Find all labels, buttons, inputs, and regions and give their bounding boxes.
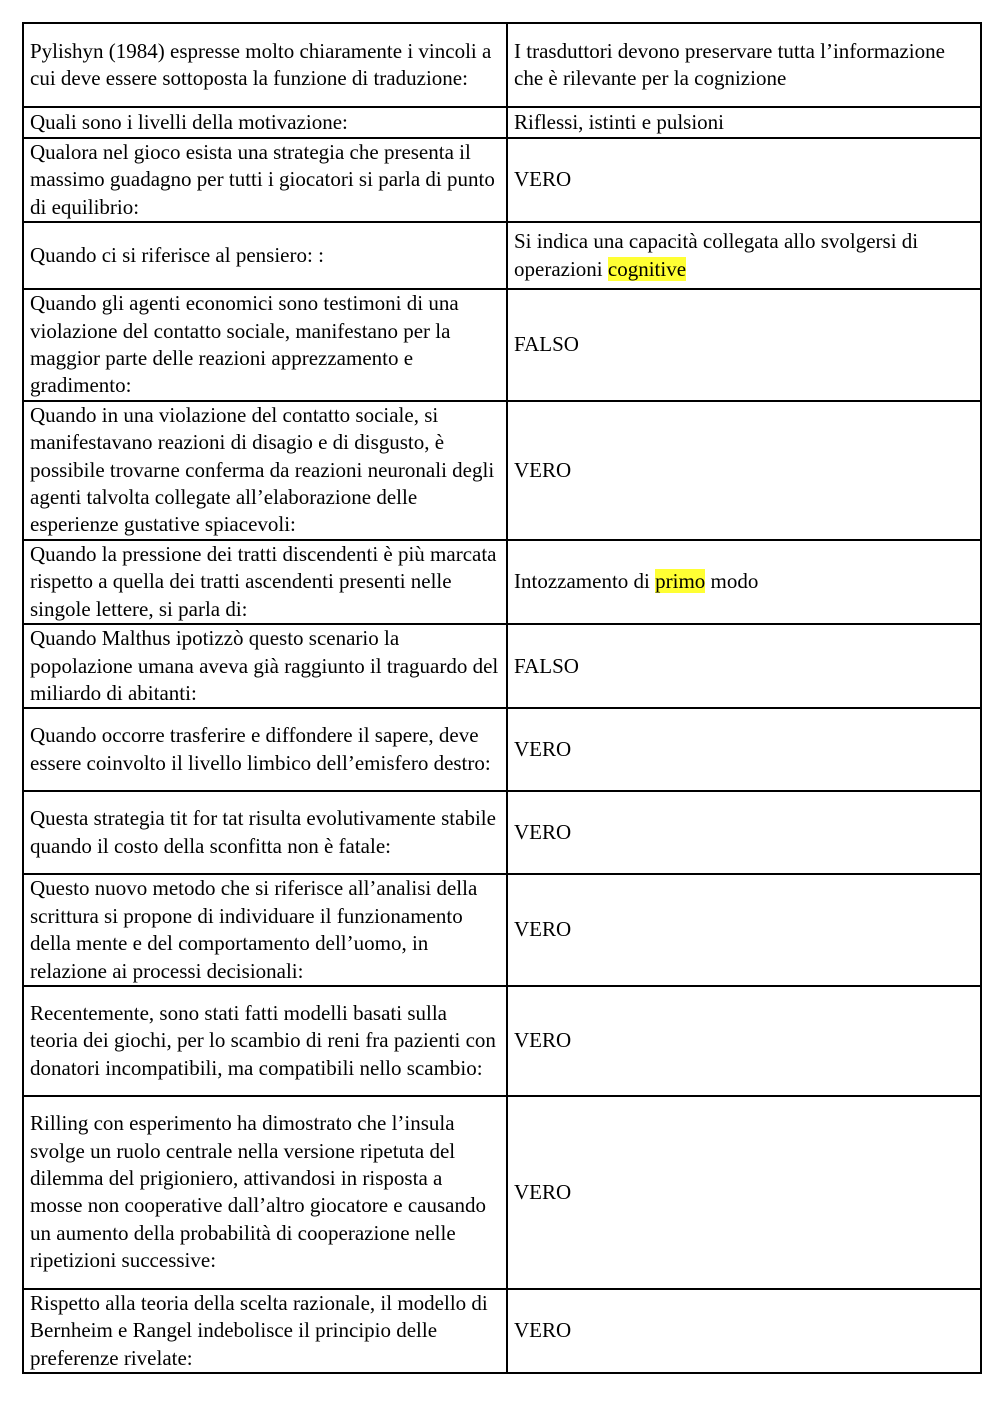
table-row bbox=[23, 107, 981, 138]
question-cell: Quando gli agenti economici sono testimoni di una violazione del contatto sociale, manifestano per la maggior parte delle reazioni apprezzamento e gradimento: bbox=[23, 289, 507, 401]
question-cell: Quali sono i livelli della motivazione: bbox=[23, 107, 507, 138]
table-row bbox=[23, 874, 981, 986]
table-row bbox=[23, 986, 981, 1096]
table-row bbox=[23, 23, 981, 107]
question-cell: Quando ci si riferisce al pensiero: : bbox=[23, 222, 507, 289]
answer-cell: I trasduttori devono preservare tutta l’informazione che è rilevante per la cognizione bbox=[507, 23, 981, 107]
table-row bbox=[23, 791, 981, 874]
question-cell: Quando in una violazione del contatto sociale, si manifestavano reazioni di disagio e di disgusto, è possibile trovarne conferma da reazioni neuronali degli agenti talvolta collegate all’elaborazione delle esperienze gustative spiacevoli: bbox=[23, 401, 507, 540]
answer-cell bbox=[507, 222, 981, 289]
question-cell: Questa strategia tit for tat risulta evolutivamente stabile quando il costo della sconfitta non è fatale: bbox=[23, 791, 507, 874]
answer-cell: VERO bbox=[507, 1289, 981, 1373]
question-cell: Recentemente, sono stati fatti modelli basati sulla teoria dei giochi, per lo scambio di reni fra pazienti con donatori incompatibili, ma compatibili nello scambio: bbox=[23, 986, 507, 1096]
answer-text: modo bbox=[705, 569, 759, 594]
table-row bbox=[23, 540, 981, 624]
answer-text: Si indica una capacità collegata allo svolgersi di operazioni bbox=[514, 229, 919, 281]
answer-cell: VERO bbox=[507, 874, 981, 986]
answer-cell: VERO bbox=[507, 401, 981, 540]
table-row bbox=[23, 1096, 981, 1289]
answer-cell: VERO bbox=[507, 986, 981, 1096]
table-row bbox=[23, 624, 981, 708]
table-row bbox=[23, 138, 981, 222]
table-row bbox=[23, 401, 981, 540]
table-row bbox=[23, 708, 981, 791]
question-cell: Rispetto alla teoria della scelta razionale, il modello di Bernheim e Rangel indebolisce il principio delle preferenze rivelate: bbox=[23, 1289, 507, 1373]
answer-cell: VERO bbox=[507, 708, 981, 791]
answer-cell: VERO bbox=[507, 791, 981, 874]
question-cell: Pylishyn (1984) espresse molto chiaramente i vincoli a cui deve essere sottoposta la funzione di traduzione: bbox=[23, 23, 507, 107]
answer-cell: VERO bbox=[507, 1096, 981, 1289]
document-page bbox=[22, 22, 978, 1374]
question-cell: Quando occorre trasferire e diffondere il sapere, deve essere coinvolto il livello limbico dell’emisfero destro: bbox=[23, 708, 507, 791]
answer-cell: FALSO bbox=[507, 289, 981, 401]
table-row bbox=[23, 289, 981, 401]
answer-text: Intozzamento di bbox=[514, 569, 656, 594]
highlighted-text: cognitive bbox=[607, 256, 687, 281]
question-cell: Qualora nel gioco esista una strategia che presenta il massimo guadagno per tutti i giocatori si parla di punto di equilibrio: bbox=[23, 138, 507, 222]
table-row bbox=[23, 222, 981, 289]
qa-table bbox=[22, 22, 982, 1374]
question-cell: Quando Malthus ipotizzò questo scenario la popolazione umana aveva già raggiunto il traguardo del miliardo di abitanti: bbox=[23, 624, 507, 708]
answer-cell bbox=[507, 540, 981, 624]
answer-cell: Riflessi, istinti e pulsioni bbox=[507, 107, 981, 138]
qa-table-body bbox=[23, 23, 981, 1373]
answer-cell: FALSO bbox=[507, 624, 981, 708]
question-cell: Quando la pressione dei tratti discendenti è più marcata rispetto a quella dei tratti ascendenti presenti nelle singole lettere, si parla di: bbox=[23, 540, 507, 624]
highlighted-text: primo bbox=[655, 569, 706, 594]
question-cell: Rilling con esperimento ha dimostrato che l’insula svolge un ruolo centrale nella versione ripetuta del dilemma del prigioniero, attivandosi in risposta a mosse non cooperative dall’altro giocatore e causando un aumento della probabilità di cooperazione nelle ripetizioni successive: bbox=[23, 1096, 507, 1289]
question-cell: Questo nuovo metodo che si riferisce all’analisi della scrittura si propone di individuare il funzionamento della mente e del comportamento dell’uomo, in relazione ai processi decisionali: bbox=[23, 874, 507, 986]
table-row bbox=[23, 1289, 981, 1373]
answer-cell: VERO bbox=[507, 138, 981, 222]
